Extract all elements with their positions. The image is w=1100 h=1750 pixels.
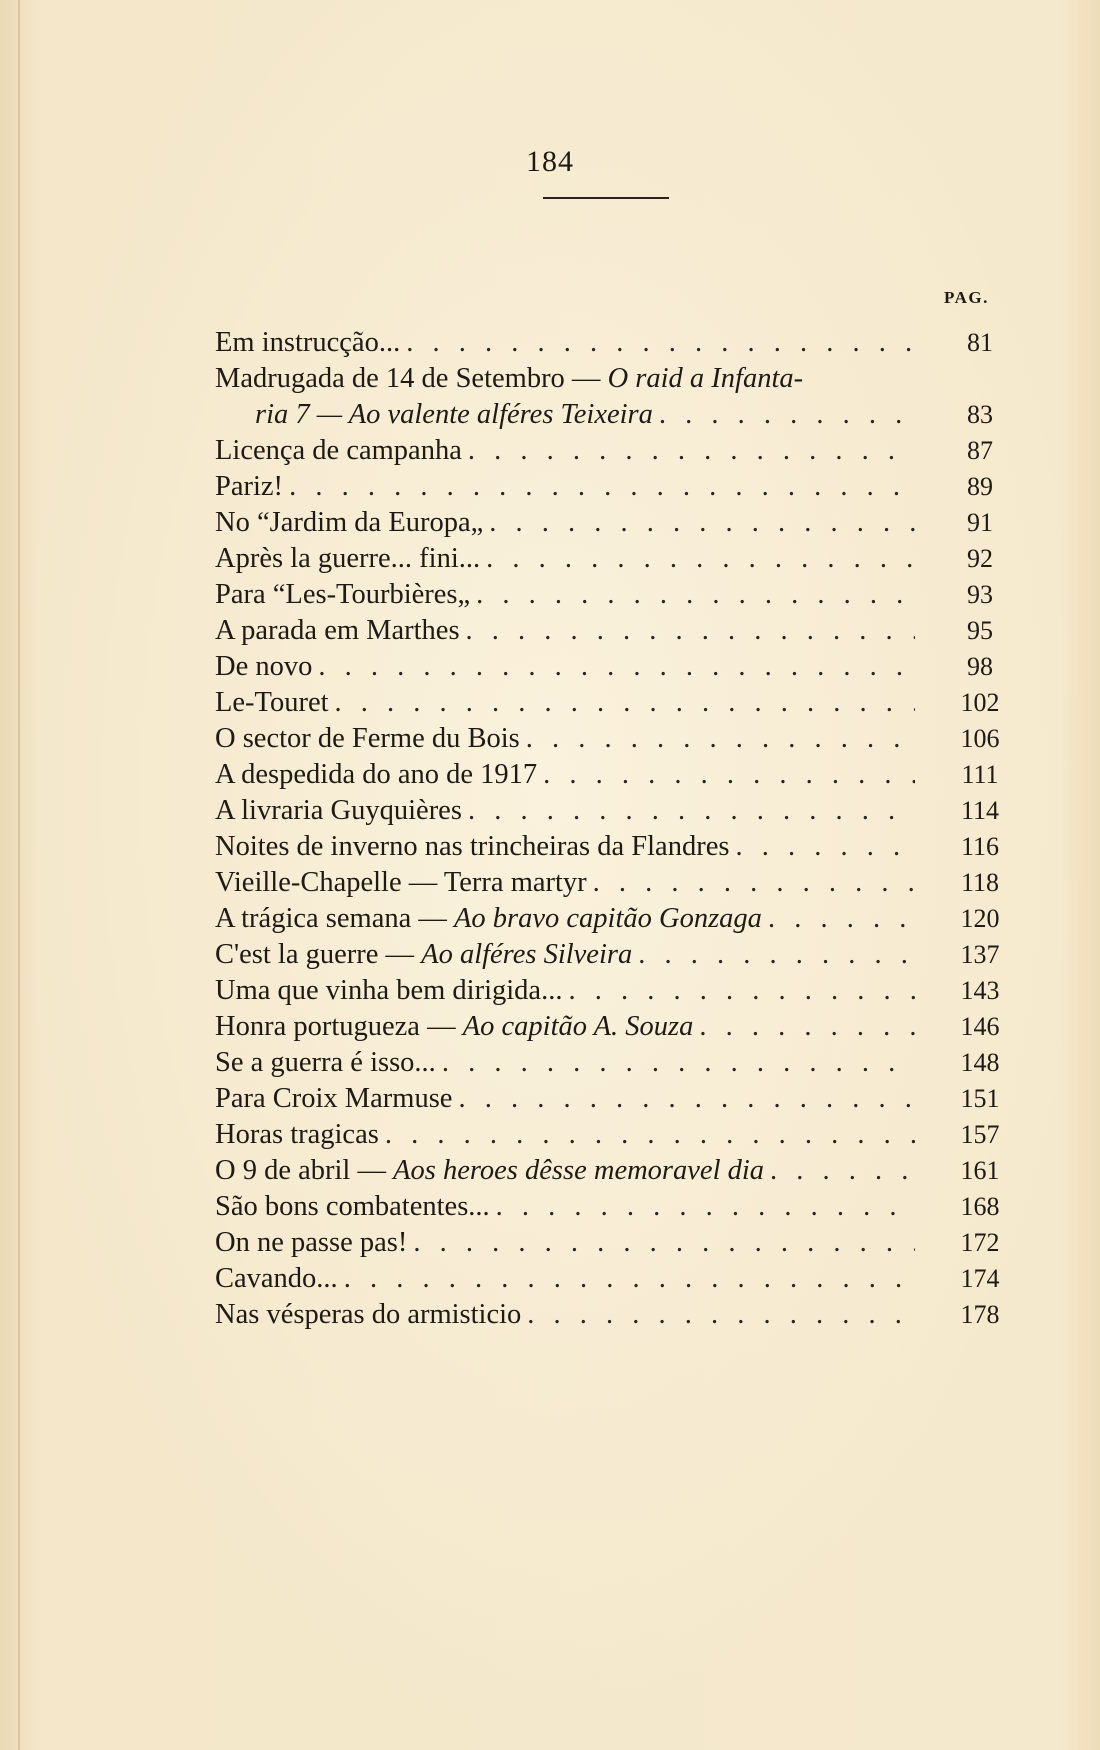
toc-title-plain: Madrugada de 14 de Setembro — — [215, 363, 608, 394]
toc-page-number: 146 — [960, 1012, 1000, 1041]
toc-page-number: 151 — [960, 1084, 1000, 1113]
toc-title-text — [215, 469, 289, 505]
dot-leader — [466, 613, 915, 649]
dot-leader — [568, 973, 915, 1009]
toc-title-plain: A despedida do ano de 1917 — [215, 759, 538, 790]
toc-title-italic: Ao capitão A. Souza — [462, 1011, 694, 1042]
toc-title-plain: São bons combatentes... — [215, 1191, 490, 1222]
toc-entry-title — [215, 973, 915, 1009]
toc-entry-title — [215, 1153, 915, 1189]
toc-title-plain: Après la guerre... fini... — [215, 543, 481, 574]
dot-leader — [593, 865, 915, 901]
toc-entry — [0, 433, 1100, 469]
toc-entry-title — [215, 721, 915, 757]
toc-entry-title — [215, 505, 915, 541]
toc-page-number: 106 — [960, 724, 1000, 753]
dot-leader — [699, 1009, 915, 1045]
toc-title-text — [255, 397, 659, 433]
table-of-contents — [0, 325, 1100, 1333]
toc-title-plain: O sector de Ferme du Bois — [215, 723, 520, 754]
toc-title-plain: Se a guerra é isso... — [215, 1047, 436, 1078]
toc-entry-title — [215, 829, 915, 865]
dot-leader — [489, 505, 915, 541]
toc-entry — [0, 793, 1100, 829]
toc-entry — [0, 721, 1100, 757]
toc-title-plain: Para Croix Marmuse — [215, 1083, 453, 1114]
toc-title-text — [215, 973, 568, 1009]
toc-title-plain: No “Jardim da Europa„ — [215, 507, 484, 538]
toc-entry — [0, 469, 1100, 505]
toc-entry — [0, 1189, 1100, 1225]
toc-entry-title — [215, 433, 915, 469]
toc-title-text — [215, 901, 768, 937]
page-number: 184 — [526, 145, 574, 178]
toc-page-number: 118 — [960, 868, 1000, 897]
toc-title-text — [215, 721, 526, 757]
toc-page-number: 98 — [967, 652, 993, 681]
toc-entry — [0, 1297, 1100, 1333]
toc-title-plain: Le-Touret — [215, 687, 329, 718]
toc-entry — [0, 1045, 1100, 1081]
toc-entry-title — [215, 1261, 915, 1297]
toc-entry — [0, 1009, 1100, 1045]
toc-page-number: 111 — [961, 760, 999, 789]
dot-leader — [344, 1261, 915, 1297]
toc-title-text — [215, 865, 593, 901]
toc-title-plain: De novo — [215, 651, 313, 682]
dot-leader — [385, 1117, 915, 1153]
toc-title-text — [215, 937, 638, 973]
toc-entry — [0, 973, 1100, 1009]
toc-entry-title — [215, 685, 915, 721]
dot-leader — [526, 721, 915, 757]
toc-title-plain: Em instrucção... — [215, 327, 401, 358]
dot-leader — [486, 541, 915, 577]
toc-page-number: 87 — [967, 436, 993, 465]
toc-title-text — [215, 613, 466, 649]
toc-entry-title — [215, 1297, 915, 1333]
dot-leader — [476, 577, 915, 613]
dot-leader — [735, 829, 915, 865]
toc-entry — [0, 865, 1100, 901]
toc-title-italic: Ao bravo capitão Gonzaga — [454, 903, 762, 934]
toc-entry — [0, 1153, 1100, 1189]
toc-title-text — [215, 1117, 385, 1153]
toc-entry — [0, 757, 1100, 793]
toc-title-text — [215, 1153, 770, 1189]
toc-title-text — [215, 1261, 344, 1297]
toc-entry-title — [215, 901, 915, 937]
toc-entry — [0, 649, 1100, 685]
toc-entry — [0, 685, 1100, 721]
toc-title-text — [215, 1009, 699, 1045]
toc-page-number: 83 — [967, 400, 993, 429]
toc-title-italic: ria 7 — Ao valente alféres Teixeira — [255, 399, 653, 430]
toc-page-number: 89 — [967, 472, 993, 501]
toc-entry — [0, 505, 1100, 541]
toc-entry-title — [215, 1045, 915, 1081]
toc-page-number: 174 — [960, 1264, 1000, 1293]
toc-page-number: 178 — [960, 1300, 1000, 1329]
toc-page-number: 157 — [960, 1120, 1000, 1149]
toc-page-number: 137 — [960, 940, 1000, 969]
dot-leader — [768, 901, 915, 937]
toc-entry — [0, 1261, 1100, 1297]
toc-entry — [0, 397, 1100, 433]
toc-title-text — [215, 541, 486, 577]
toc-title-text — [215, 361, 809, 397]
toc-title-text — [215, 1297, 527, 1333]
toc-page-number: 91 — [967, 508, 993, 537]
toc-title-plain: Pariz! — [215, 471, 284, 502]
toc-entry-title — [215, 1189, 915, 1225]
toc-entry-title — [215, 1009, 915, 1045]
toc-title-plain: Noites de inverno nas trincheiras da Flandres — [215, 831, 730, 862]
toc-entry — [0, 1081, 1100, 1117]
toc-page-number: 81 — [967, 328, 993, 357]
toc-entry-title — [215, 577, 915, 613]
toc-title-text — [215, 1045, 442, 1081]
dot-leader — [496, 1189, 915, 1225]
toc-page-number: 148 — [960, 1048, 1000, 1077]
dot-leader — [659, 397, 915, 433]
toc-entry-title — [215, 865, 915, 901]
page-column-label: PAG. — [944, 288, 989, 307]
toc-page-number: 172 — [960, 1228, 1000, 1257]
toc-title-text — [215, 433, 468, 469]
toc-entry — [0, 613, 1100, 649]
toc-title-italic: O raid a Infanta- — [607, 363, 804, 394]
dot-leader — [406, 325, 915, 361]
dot-leader — [468, 433, 915, 469]
dot-leader — [770, 1153, 915, 1189]
toc-title-plain: Vieille-Chapelle — Terra martyr — [215, 867, 587, 898]
toc-title-plain: Uma que vinha bem dirigida... — [215, 975, 563, 1006]
dot-leader — [442, 1045, 915, 1081]
toc-entry — [0, 577, 1100, 613]
toc-title-text — [215, 505, 489, 541]
toc-entry — [0, 541, 1100, 577]
toc-title-plain: A livraria Guyquières — [215, 795, 462, 826]
toc-title-plain: On ne passe pas! — [215, 1227, 408, 1258]
dot-leader — [458, 1081, 915, 1117]
toc-page-number: 161 — [960, 1156, 1000, 1185]
dot-leader — [318, 649, 915, 685]
toc-title-italic: Aos heroes dêsse memoravel dia — [393, 1155, 765, 1186]
header-rule — [543, 197, 669, 199]
dot-leader — [527, 1297, 915, 1333]
dot-leader — [638, 937, 915, 973]
toc-page-number: 92 — [967, 544, 993, 573]
toc-title-text — [215, 685, 335, 721]
toc-page-number: 116 — [960, 832, 1000, 861]
toc-title-plain: Honra portugueza — — [215, 1011, 463, 1042]
toc-title-plain: O 9 de abril — — [215, 1155, 394, 1186]
toc-title-text — [215, 757, 543, 793]
toc-title-italic: Ao alféres Silveira — [421, 939, 633, 970]
dot-leader — [289, 469, 915, 505]
toc-page-number: 168 — [960, 1192, 1000, 1221]
toc-entry-title — [215, 649, 915, 685]
toc-title-text — [215, 325, 406, 361]
toc-page-number: 95 — [967, 616, 993, 645]
toc-title-plain: A parada em Marthes — [215, 615, 460, 646]
toc-entry-title — [215, 541, 915, 577]
toc-entry-title — [215, 793, 915, 829]
toc-title-text — [215, 793, 468, 829]
toc-entry-title — [215, 325, 915, 361]
toc-title-text — [215, 577, 476, 613]
toc-entry-title — [255, 397, 915, 433]
dot-leader — [543, 757, 915, 793]
toc-entry — [0, 325, 1100, 361]
toc-page-number: 143 — [960, 976, 1000, 1005]
toc-title-text — [215, 1189, 496, 1225]
toc-entry — [0, 361, 1100, 397]
toc-title-plain: Cavando... — [215, 1263, 338, 1294]
toc-page-number: 114 — [960, 796, 1000, 825]
toc-entry-title — [215, 1225, 915, 1261]
toc-title-plain: Licença de campanha — [215, 435, 462, 466]
dot-leader — [335, 685, 915, 721]
toc-title-plain: Horas tragicas — [215, 1119, 379, 1150]
toc-entry-title — [215, 937, 915, 973]
toc-title-text — [215, 649, 318, 685]
toc-title-plain: A trágica semana — — [215, 903, 454, 934]
toc-entry — [0, 901, 1100, 937]
toc-entry-title — [215, 1117, 915, 1153]
toc-title-plain: C'est la guerre — — [215, 939, 422, 970]
toc-entry — [0, 829, 1100, 865]
toc-entry-title — [215, 1081, 915, 1117]
dot-leader — [413, 1225, 915, 1261]
toc-entry-title — [215, 469, 915, 505]
dot-leader — [468, 793, 915, 829]
toc-title-text — [215, 1081, 458, 1117]
toc-title-text — [215, 1225, 413, 1261]
toc-entry — [0, 1225, 1100, 1261]
toc-title-plain: Para “Les-Tourbières„ — [215, 579, 471, 610]
toc-page-number: 102 — [960, 688, 1000, 717]
toc-page-number: 93 — [967, 580, 993, 609]
toc-entry-title — [215, 613, 915, 649]
toc-title-text — [215, 829, 735, 865]
toc-entry-title — [215, 757, 915, 793]
toc-title-plain: Nas vésperas do armisticio — [215, 1299, 522, 1330]
toc-entry — [0, 937, 1100, 973]
toc-page-number: 120 — [960, 904, 1000, 933]
toc-entry-title — [215, 361, 915, 397]
toc-entry — [0, 1117, 1100, 1153]
